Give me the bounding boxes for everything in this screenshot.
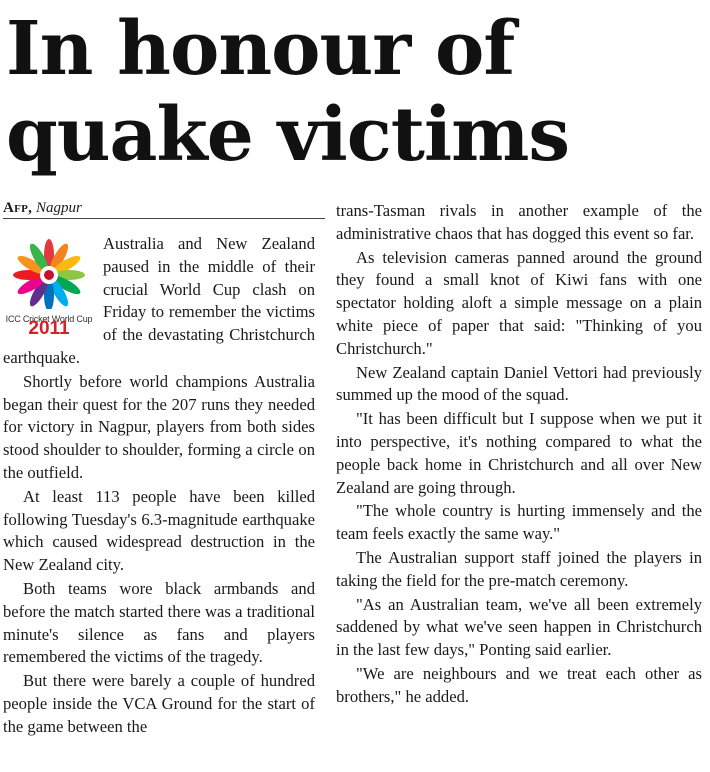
headline: In honour of quake victims	[6, 6, 570, 178]
paragraph: At least 113 people have been killed following Tuesday's 6.3-magnitude earthquake which caused widespread destruction in the New Zealand city.	[3, 486, 315, 575]
paragraph: "We are neighbours and we treat each other as brothers," he added.	[336, 663, 702, 706]
byline-place: Nagpur	[35, 200, 82, 216]
paragraph: As television cameras panned around the ground they found a small knot of Kiwi fans with one spectator holding aloft a simple message on a plain white piece of paper that said: "Thinking of you Christchurch."	[336, 247, 702, 358]
paragraph: But there were barely a couple of hundred people inside the VCA Ground for the start of the game between the	[3, 671, 315, 736]
world-cup-logo	[1, 237, 97, 345]
logo-caption: ICC Cricket World Cup	[5, 314, 93, 324]
paragraph: "As an Australian team, we've all been extremely saddened by what we've seen happen in Christchurch in the last few days," Ponting said earlier.	[336, 594, 702, 660]
world-cup-emblem-icon	[1, 237, 97, 309]
article-column-right	[336, 200, 702, 709]
article-column-left	[3, 233, 315, 739]
byline	[3, 200, 325, 219]
paragraph: Australia and New Zealand paused in the middle of their crucial World Cup clash on Friday to remember the victims of the devastating Christchurch earthquake.	[3, 234, 315, 367]
paragraph: "It has been difficult but I suppose when we put it into perspective, it's nothing compared to what the people back home in Christchurch and all over New Zealand are going through.	[336, 409, 702, 497]
paragraph: New Zealand captain Daniel Vettori had previously summed up the mood of the squad.	[336, 362, 702, 405]
paragraph: "The whole country is hurting immensely and the team feels exactly the same way."	[336, 501, 702, 544]
paragraph: Both teams wore black armbands and before the match started there was a traditional minute's silence as fans and players remembered the victims of the tragedy.	[3, 578, 315, 667]
paragraph: Shortly before world champions Australia began their quest for the 207 runs they needed for victory in Nagpur, players from both sides stood shoulder to shoulder, forming a circle on the outfield.	[3, 371, 315, 482]
paragraph: The Australian support staff joined the players in taking the field for the pre-match ceremony.	[336, 547, 702, 590]
logo-year: 2011	[28, 318, 70, 339]
paragraph: trans-Tasman rivals in another example of the administrative chaos that has dogged this event so far.	[336, 201, 702, 243]
byline-agency: Afp,	[3, 200, 33, 216]
